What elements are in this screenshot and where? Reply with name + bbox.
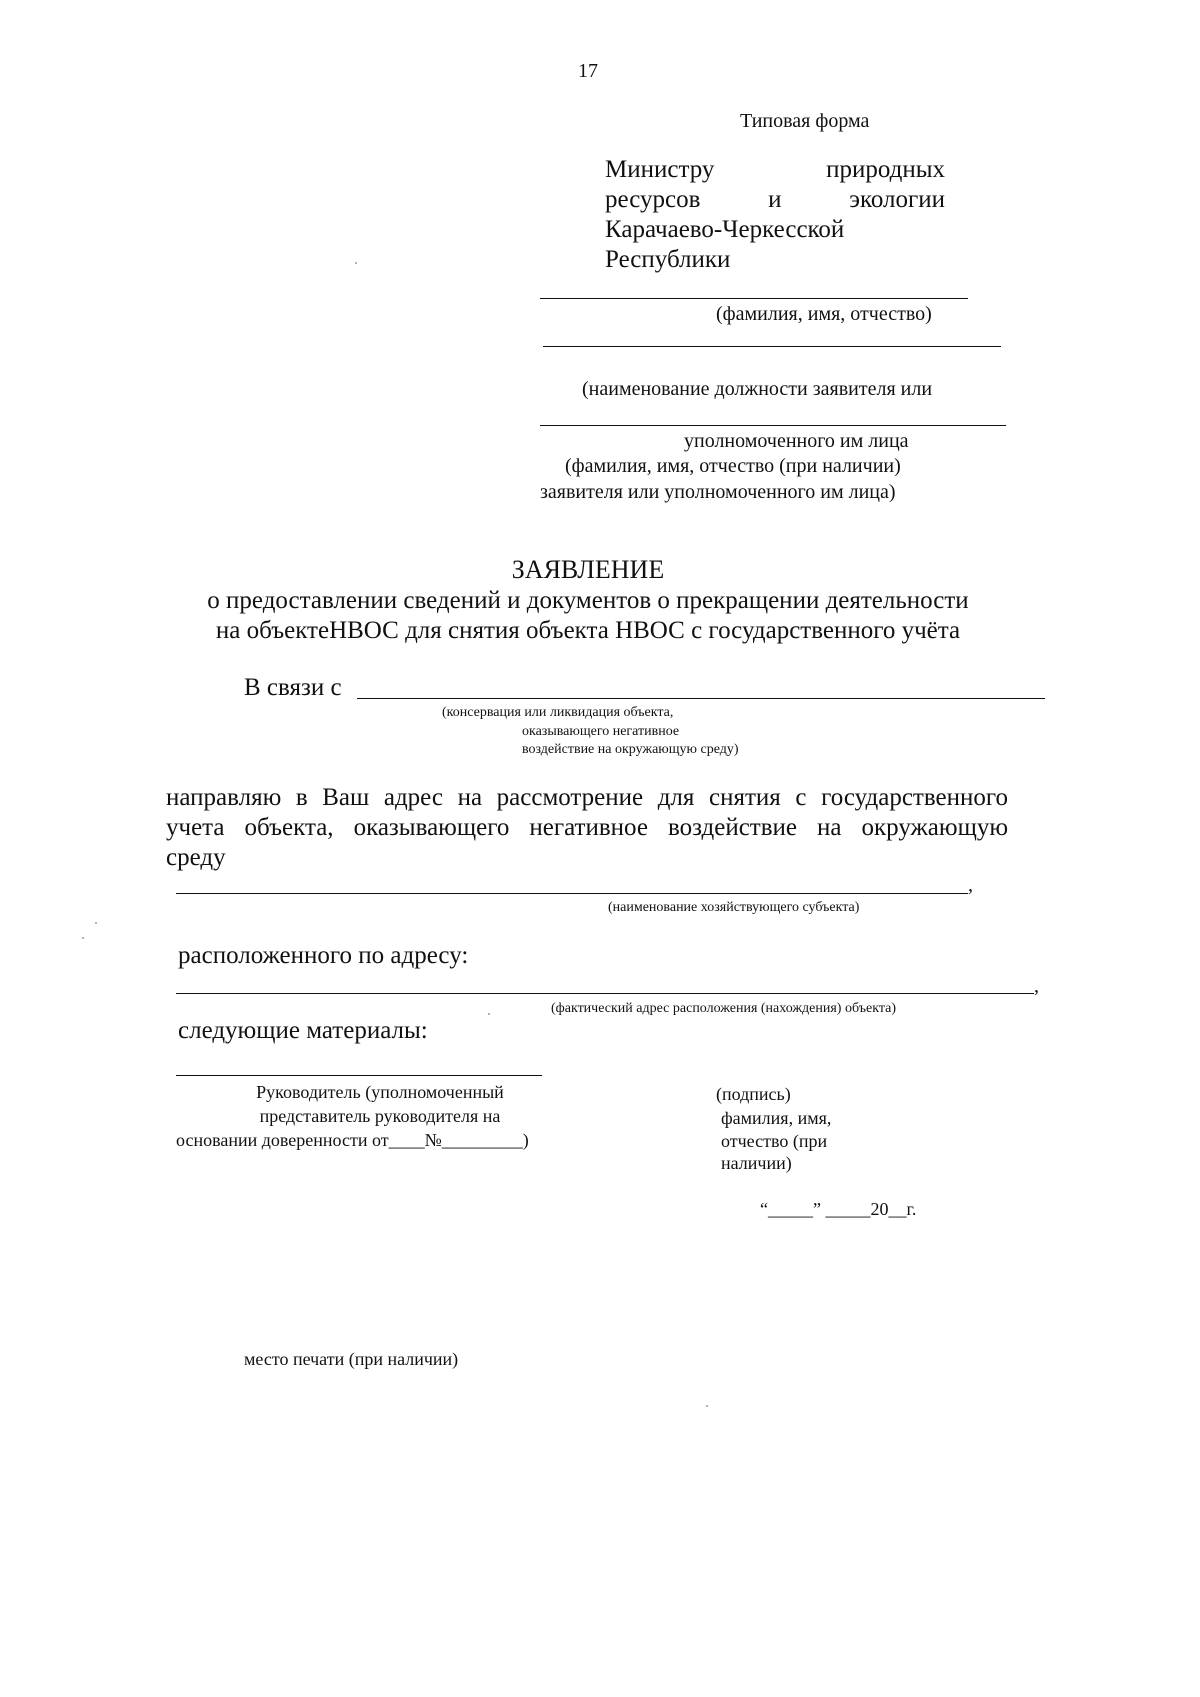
signature-left-3: основании доверенности от____№_________) [176, 1130, 529, 1150]
signature-left-1: Руководитель (уполномоченный [256, 1082, 504, 1102]
scan-speck [82, 937, 84, 939]
reason-label: В связи с [244, 674, 342, 701]
addressee-word: и [768, 186, 782, 213]
reason-input-line[interactable] [357, 698, 1045, 699]
addressee-word: природных [826, 156, 945, 183]
addressee-line-2 [605, 185, 945, 215]
addressee-block [605, 155, 945, 275]
applicant-fio-line[interactable] [540, 298, 968, 299]
applicant-fio2-caption: (фамилия, имя, отчество (при наличии) [565, 455, 901, 477]
reason-caption-3: воздействие на окружающую среду) [522, 742, 739, 757]
document-title: ЗАЯВЛЕНИЕ [511, 555, 665, 584]
materials-label: следующие материалы: [178, 1017, 428, 1044]
address-comma: , [1034, 975, 1039, 997]
applicant-fio2-caption-2: заявителя или уполномоченного им лица) [540, 481, 896, 503]
stamp-place-label: место печати (при наличии) [244, 1349, 459, 1369]
entity-comma: , [968, 874, 973, 896]
applicant-position-line[interactable] [543, 346, 1001, 347]
signature-right-3: отчество (при [721, 1131, 828, 1151]
reason-caption-2: оказывающего негативное [522, 724, 680, 739]
form-type-label: Типовая форма [740, 110, 870, 132]
body-paragraph [166, 783, 1008, 873]
authorized-person-caption: уполномоченного им лица [684, 430, 909, 452]
materials-line[interactable] [176, 1075, 542, 1076]
body-line-1: направляю в Ваш адрес на рассмотрение для снятия с государственного [166, 784, 1008, 811]
addressee-line-4: Республики [605, 246, 731, 273]
applicant-fio-caption: (фамилия, имя, отчество) [716, 303, 932, 325]
address-line[interactable] [176, 993, 1034, 994]
body-line-2: учета объекта, оказывающего негативное воздействие на окружающую [166, 814, 1008, 841]
signature-date[interactable]: “_____” _____20__г. [760, 1199, 917, 1219]
address-caption: (фактический адрес расположения (нахождения) объекта) [551, 1001, 896, 1016]
signature-right-1: (подпись) [716, 1084, 791, 1104]
addressee-line-1 [605, 155, 945, 185]
document-subtitle-2: на объектеНВОС для снятия объекта НВОС с государственного учёта [215, 617, 961, 644]
body-line-3: среду [166, 844, 226, 871]
signature-right-2: фамилия, имя, [721, 1108, 832, 1128]
addressee-word: Министру [605, 156, 715, 183]
addressee-word: экологии [849, 186, 945, 213]
document-subtitle-1: о предоставлении сведений и документов о прекращении деятельности [207, 587, 969, 614]
authorized-person-line[interactable] [540, 425, 1006, 426]
scan-speck [355, 262, 357, 264]
addressee-word: ресурсов [605, 186, 701, 213]
scan-speck [488, 1013, 490, 1015]
entity-name-line[interactable] [176, 893, 968, 894]
reason-caption-1: (консервация или ликвидация объекта, [442, 705, 674, 720]
scan-speck [706, 1405, 708, 1407]
page-number: 17 [578, 60, 598, 82]
entity-caption: (наименование хозяйствующего субъекта) [608, 900, 860, 915]
addressee-line-3: Карачаево-Черкесской [605, 216, 845, 243]
signature-left-2: представитель руководителя на [259, 1106, 501, 1126]
signature-right-4: наличии) [721, 1153, 792, 1173]
address-label: расположенного по адресу: [178, 942, 469, 969]
scan-speck [95, 922, 97, 924]
applicant-position-caption: (наименование должности заявителя или [582, 378, 933, 400]
